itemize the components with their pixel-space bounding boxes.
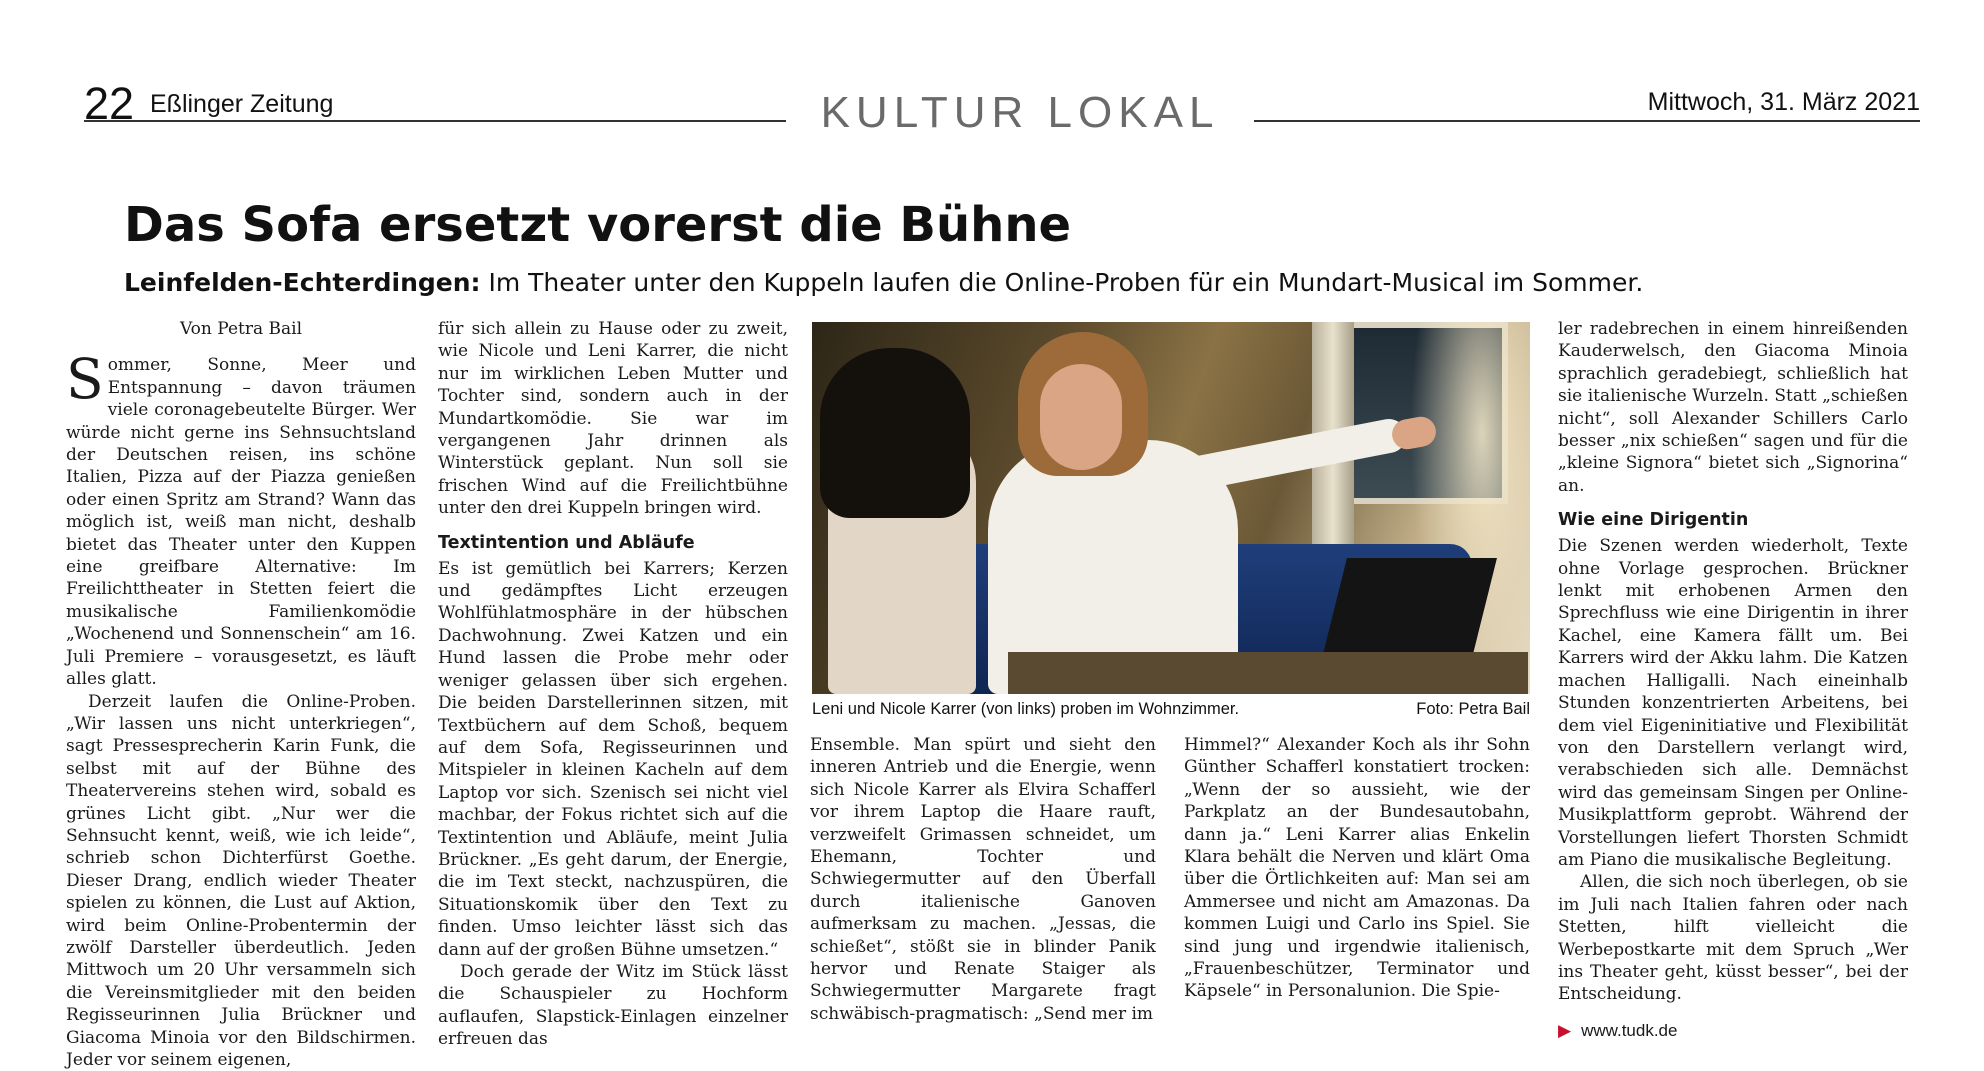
paragraph: Ensemble. Man spürt und sieht den inneren Antrieb und die Energie, wenn sich Nicole Karrer als Elvira Schafferl vor ihrem Laptop die Haare rauft, verzweifelt Grimassen schneidet, um Ehemann, Tochter und Schwiegermutter auf den Überfall durch italienische Ganoven aufmerksam zu machen. „Jessas, die schießet“, stößt sie in blinder Panik hervor und Renate Staiger als Schwiegermutter Margarete fragt schwäbisch-pragmatisch: „Send mer im [810, 734, 1156, 1025]
web-link-row[interactable] [1558, 1020, 1908, 1042]
drop-cap: S [66, 357, 104, 401]
headline: Das Sofa ersetzt vorerst die Bühne [124, 196, 1071, 254]
arrow-icon: ▶ [1558, 1021, 1571, 1040]
section-heading: Textintention und Abläufe [438, 532, 788, 554]
article-column-5 [1558, 318, 1908, 1042]
paragraph: Derzeit laufen die Online-Proben. „Wir lassen uns nicht unterkriegen“, sagt Pressesprecherin Karin Funk, die selbst mit auf der Bühne des Theatervereins stehen wird, sobald es grünes Licht gibt. „Nur wer die Sehnsucht kennt, weiß, wie ich leide“, schrieb schon Dichterfürst Goethe. Dieser Drang, endlich wieder Theater spielen zu können, die Lust auf Aktion, wird beim Online-Probentermin der zwölf Darsteller überdeutlich. Jeden Mittwoch um 20 Uhr versammeln sich die Vereinsmitglieder mit den beiden Regisseurinnen Julia Brückner und Giacoma Minoia vor den Bildschirmen. Jeder vor seinem eigenen, [66, 691, 416, 1071]
byline: Von Petra Bail [66, 318, 416, 340]
paragraph: Allen, die sich noch überlegen, ob sie im Juli nach Italien fahren oder nach Stetten, hilft vielleicht die Werbepostkarte mit dem Spruch „Wer ins Theater geht, küsst besser“, bei der Entscheidung. [1558, 871, 1908, 1005]
section-heading: Wie eine Dirigentin [1558, 509, 1908, 531]
person-left-hair [820, 348, 970, 518]
paragraph-intro-text: ommer, Sonne, Meer und Entspannung – davon träumen viele coronagebeutelte Bürger. Wer würde nicht gerne ins Sehnsuchtsland der Deutschen reisen, ins schöne Italien, Pizza auf der Piazza genießen oder einen Spritz am Strand? Wann das möglich ist, weiß man nicht, deshalb bietet das Theater unter den Kuppen eine greifbare Alternative: Im Freilichttheater in Stetten feiert die musikalische Familienkomödie „Wochenend und Sonnenschein“ am 16. Juli Premiere – vorausgesetzt, es läuft alles glatt. [66, 355, 416, 689]
article-column-4 [1184, 734, 1530, 1003]
photo-caption: Leni und Nicole Karrer (von links) proben im Wohnzimmer. [812, 700, 1239, 718]
paragraph: Es ist gemütlich bei Karrers; Kerzen und gedämpftes Licht erzeugen Wohlfühlatmosphäre in der hübschen Dachwohnung. Zwei Katzen und ein Hund lassen die Probe mehr oder weniger gelassen über sich ergehen. Die beiden Darstellerinnen sitzen, mit Textbüchern auf dem Schoß, bequem auf dem Sofa, Regisseurinnen und Mitspieler in kleinen Kacheln auf dem Laptop vor sich. Szenisch sei nicht viel machbar, der Fokus richtet sich auf die Textintention und Abläufe, meint Julia Brückner. „Es geht darum, der Energie, die im Text steckt, nachzuspüren, die Situationskomik über den Text zu finden. Umso leichter lässt sich das dann auf der großen Bühne umsetzen.“ [438, 558, 788, 961]
article-column-1 [66, 318, 416, 1071]
header-rule-right [1254, 120, 1920, 122]
laptop [1321, 558, 1497, 662]
subheadline [124, 266, 1643, 300]
web-link[interactable]: www.tudk.de [1581, 1021, 1677, 1040]
subheadline-location: Leinfelden-Echterdingen: [124, 268, 481, 297]
header-rule-left [84, 120, 786, 122]
paragraph: für sich allein zu Hause oder zu zweit, wie Nicole und Leni Karrer, die nicht nur im wirklichen Leben Mutter und Tochter sind, sondern auch in der Mundartkomödie. Sie war im vergangenen Jahr drinnen als Winterstück geplant. Nun soll sie frischen Wind auf die Freilichtbühne unter den drei Kuppeln bringen wird. [438, 318, 788, 520]
paragraph: Die Szenen werden wiederholt, Texte ohne Vorlage gesprochen. Brückner lenkt mit erhobenen Armen den Sprechfluss wie eine Dirigentin in ihrer Kachel, eine Kamera fällt um. Bei Karrers wird der Akku lahm. Die Katzen machen Halligalli. Nach eineinhalb Stunden konzentrierten Arbeitens, bei dem viel Eigeninitiative und Flexibilität von den Darstellern verlangt wird, verabschieden sich alle. Demnächst wird das gemeinsam Singen per Online-Musikplattform geprobt. Während der Vorstellungen liefert Thorsten Schmidt am Piano die musikalische Begleitung. [1558, 535, 1908, 871]
paragraph: ler radebrechen in einem hinreißenden Kauderwelsch, den Giacoma Minoia sprachlich geradebiegt, schließlich hat sie italienische Wurzeln. Statt „schießen nicht“, soll Alexander Schillers Carlo besser „nix schießen“ sagen und für die „kleine Signora“ bietet sich „Signorina“ an. [1558, 318, 1908, 497]
page-number: 22 [84, 78, 134, 130]
article-column-3 [810, 734, 1156, 1025]
issue-date: Mittwoch, 31. März 2021 [1648, 88, 1920, 117]
paragraph-intro [66, 354, 416, 690]
photo-caption-row [812, 700, 1530, 719]
paragraph: Himmel?“ Alexander Koch als ihr Sohn Günther Schafferl konstatiert trocken: „Wenn der so aussieht, wie der Parkplatz an der Bundesautobahn, dann ja.“ Leni Karrer alias Enkelin Klara behält die Nerven und klärt Oma über die Örtlichkeiten auf: Man sei am Ammersee und nicht am Amazonas. Da kommen Luigi und Carlo ins Spiel. Sie sind jung und irgendwie italienisch, „Frauenbeschützer, Terminator und Käpsele“ in Personalunion. Die Spie- [1184, 734, 1530, 1003]
page-header [84, 78, 1920, 138]
article-column-2 [438, 318, 788, 1051]
photo-credit: Foto: Petra Bail [1416, 700, 1530, 719]
subheadline-text: Im Theater unter den Kuppeln laufen die Online-Proben für ein Mundart-Musical im Sommer. [488, 268, 1643, 297]
section-title: KULTUR LOKAL [790, 88, 1250, 138]
article-photo [812, 322, 1530, 694]
table [1008, 652, 1528, 694]
newspaper-name: Eßlinger Zeitung [150, 90, 333, 119]
paragraph: Doch gerade der Witz im Stück lässt die Schauspieler zu Hochform auflaufen, Slapstick-Einlagen einzelner erfreuen das [438, 961, 788, 1051]
